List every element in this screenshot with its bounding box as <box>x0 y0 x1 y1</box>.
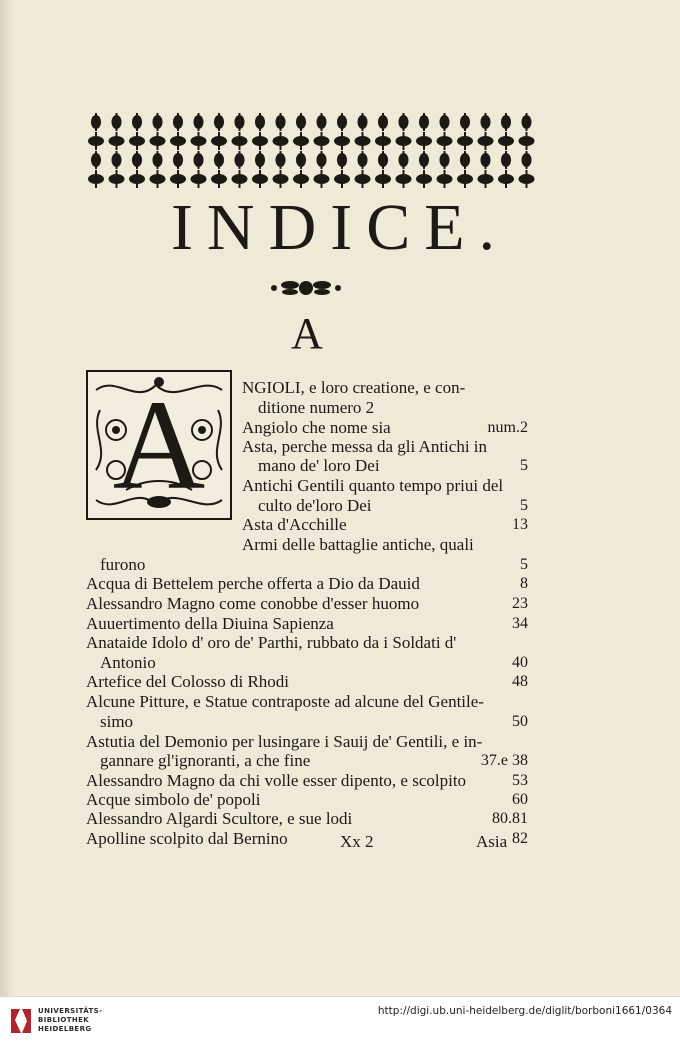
ornament-stem <box>526 151 528 169</box>
index-entry-text: Antichi Gentili quanto tempo priui del <box>242 476 504 495</box>
ornament-stem <box>218 113 220 131</box>
index-entry-text: ditione numero 2 <box>258 398 375 417</box>
index-entry-page-number: 48 <box>512 673 528 690</box>
ornament-stem <box>239 170 241 188</box>
section-letter: A <box>291 309 323 358</box>
ornament-stem <box>321 132 323 150</box>
index-entry-text: Apolline scolpito dal Bernino <box>86 829 288 848</box>
footer-bar <box>0 996 680 1047</box>
logo-line-3: HEIDELBERG <box>38 1025 92 1033</box>
ornament-stem <box>95 132 97 150</box>
fleuron-icon <box>268 276 344 300</box>
ornament-stem <box>464 113 466 131</box>
index-entry-page-number: 37.e 38 <box>480 752 528 769</box>
index-entry-page-number: 5 <box>520 497 528 514</box>
page-url-link[interactable]: http://digi.ub.uni-heidelberg.de/diglit/borboni1661/0364 <box>377 1005 672 1017</box>
ornament-stem <box>157 170 159 188</box>
dropcap-letter: A <box>112 374 206 516</box>
index-entry-text: Alessandro Algardi Scultore, e sue lodi <box>86 809 353 828</box>
ornament-stem <box>444 113 446 131</box>
index-entry-text: Alessandro Magno come conobbe d'esser huomo <box>86 594 420 613</box>
ornament-stem <box>362 151 364 169</box>
ornament-stem <box>464 170 466 188</box>
index-entry-page-number: 13 <box>512 516 528 533</box>
decorated-initial-icon <box>86 370 232 520</box>
ornament-stem <box>362 113 364 131</box>
ornament-stem <box>259 151 261 169</box>
index-entry-text: Asta, perche messa da gli Antichi in <box>242 437 488 456</box>
index-entry-text: Asta d'Acchille <box>242 515 347 534</box>
ornament-stem <box>218 151 220 169</box>
ornament-stem <box>136 170 138 188</box>
index-entry-page-number: 82 <box>512 830 528 847</box>
ornament-stem <box>382 132 384 150</box>
index-entry-page-number: 5 <box>520 556 528 573</box>
index-entry-text: mano de' loro Dei <box>258 456 380 475</box>
index-entry-text: Astutia del Demonio per lusingare i Sauij de' Gentili, e in- <box>86 732 483 751</box>
ornament-stem <box>382 113 384 131</box>
ornament-stem <box>300 113 302 131</box>
ornament-stem <box>464 132 466 150</box>
index-entry-text: Acqua di Bettelem perche offerta a Dio da Dauid <box>86 574 420 593</box>
ornament-stem <box>505 132 507 150</box>
ornament-stem <box>321 151 323 169</box>
index-entry-page-number: 53 <box>512 772 528 789</box>
ornament-stem <box>300 151 302 169</box>
index-entry-page-number: 34 <box>512 615 528 632</box>
index-entry-page-number: 5 <box>520 457 528 474</box>
index-entry-page-number: 60 <box>512 791 528 808</box>
page-title: INDICE. <box>170 191 510 264</box>
index-entry-text: Auuertimento della Diuina Sapienza <box>86 614 334 633</box>
ornament-stem <box>341 132 343 150</box>
index-entry-text: Angiolo che nome sia <box>242 418 391 437</box>
ornament-stem <box>341 151 343 169</box>
index-entry-page-number: 8 <box>520 575 528 592</box>
ornament-stem <box>526 132 528 150</box>
ornament-stem <box>280 151 282 169</box>
ornament-stem <box>157 151 159 169</box>
ornament-stem <box>423 151 425 169</box>
ornament-stem <box>177 151 179 169</box>
ornament-stem <box>423 113 425 131</box>
ornament-stem <box>423 170 425 188</box>
ornament-stem <box>444 151 446 169</box>
ornament-stem <box>259 170 261 188</box>
ornament-stem <box>136 113 138 131</box>
ornament-stem <box>157 132 159 150</box>
ornament-stem <box>341 113 343 131</box>
ornament-stem <box>485 151 487 169</box>
ornament-stem <box>177 170 179 188</box>
ub-heidelberg-logo-icon[interactable] <box>8 1006 34 1036</box>
ornament-stem <box>95 151 97 169</box>
ornament-stem <box>505 113 507 131</box>
logo-line-2: BIBLIOTHEK <box>38 1016 90 1024</box>
ornament-stem <box>464 151 466 169</box>
ornament-stem <box>300 132 302 150</box>
ornament-stem <box>198 170 200 188</box>
ornament-stem <box>116 170 118 188</box>
ornament-stem <box>505 151 507 169</box>
ornament-stem <box>526 113 528 131</box>
index-entry-page-number: 80.81 <box>492 810 528 827</box>
page-signature: Xx 2 <box>340 832 374 851</box>
ornament-stem <box>505 170 507 188</box>
ornament-stem <box>239 132 241 150</box>
ornament-stem <box>444 132 446 150</box>
ornament-stem <box>423 132 425 150</box>
ornament-stem <box>321 113 323 131</box>
ornament-stem <box>403 170 405 188</box>
ornament-stem <box>280 132 282 150</box>
index-entry-text: furono <box>100 555 146 574</box>
page-gutter-shade <box>0 0 14 996</box>
ornament-stem <box>382 151 384 169</box>
ornament-stem <box>362 132 364 150</box>
ornament-stem <box>177 113 179 131</box>
index-entry-page-number: 50 <box>512 713 528 730</box>
index-entry-text: NGIOLI, e loro creatione, e con- <box>242 378 466 397</box>
index-entry-text: Artefice del Colosso di Rhodi <box>86 672 290 691</box>
ornament-stem <box>403 113 405 131</box>
ornament-stem <box>259 132 261 150</box>
index-entry-text: culto de'loro Dei <box>258 496 372 515</box>
ornament-stem <box>177 132 179 150</box>
logo-line-1: UNIVERSITÄTS- <box>38 1007 103 1015</box>
index-entry-text: Acque simbolo de' popoli <box>86 790 261 809</box>
ornament-stem <box>95 113 97 131</box>
index-entry-page-number: 40 <box>512 654 528 671</box>
ornament-stem <box>526 170 528 188</box>
ornament-band-icon <box>86 112 536 190</box>
index-entry-text: simo <box>100 712 134 731</box>
ornament-stem <box>485 132 487 150</box>
index-entry-text: Antonio <box>100 653 156 672</box>
ornament-stem <box>321 170 323 188</box>
ornament-stem <box>157 113 159 131</box>
index-entry-text: Anataide Idolo d' oro de' Parthi, rubbato da i Soldati d' <box>86 633 457 652</box>
ornament-stem <box>485 113 487 131</box>
ornament-stem <box>362 170 364 188</box>
ornament-stem <box>116 113 118 131</box>
ornament-stem <box>198 151 200 169</box>
ornament-stem <box>259 113 261 131</box>
ornament-stem <box>403 132 405 150</box>
ornament-stem <box>382 170 384 188</box>
index-entry-text: gannare gl'ignoranti, a che fine <box>100 751 311 770</box>
index-entry-text: Armi delle battaglie antiche, quali <box>242 535 474 554</box>
index-entry-text: Alessandro Magno da chi volle esser dipento, e scolpito <box>86 771 467 790</box>
ornament-stem <box>239 151 241 169</box>
ornament-stem <box>280 170 282 188</box>
ornament-stem <box>136 132 138 150</box>
ornament-stem <box>403 151 405 169</box>
ornament-stem <box>95 170 97 188</box>
ornament-stem <box>116 151 118 169</box>
catchword: Asia <box>476 832 508 851</box>
ornament-stem <box>198 132 200 150</box>
ornament-stem <box>485 170 487 188</box>
ornament-stem <box>239 113 241 131</box>
ornament-stem <box>300 170 302 188</box>
ornament-stem <box>198 113 200 131</box>
ornament-stem <box>116 132 118 150</box>
ornament-stem <box>136 151 138 169</box>
index-entry-text: Alcune Pitture, e Statue contraposte ad alcune del Gentile- <box>86 692 484 711</box>
ornament-stem <box>341 170 343 188</box>
index-entry-page-number: 23 <box>512 595 528 612</box>
index-entry-page-number: num.2 <box>487 419 528 436</box>
ornament-stem <box>280 113 282 131</box>
ornament-stem <box>444 170 446 188</box>
ornament-stem <box>218 132 220 150</box>
ornament-stem <box>218 170 220 188</box>
